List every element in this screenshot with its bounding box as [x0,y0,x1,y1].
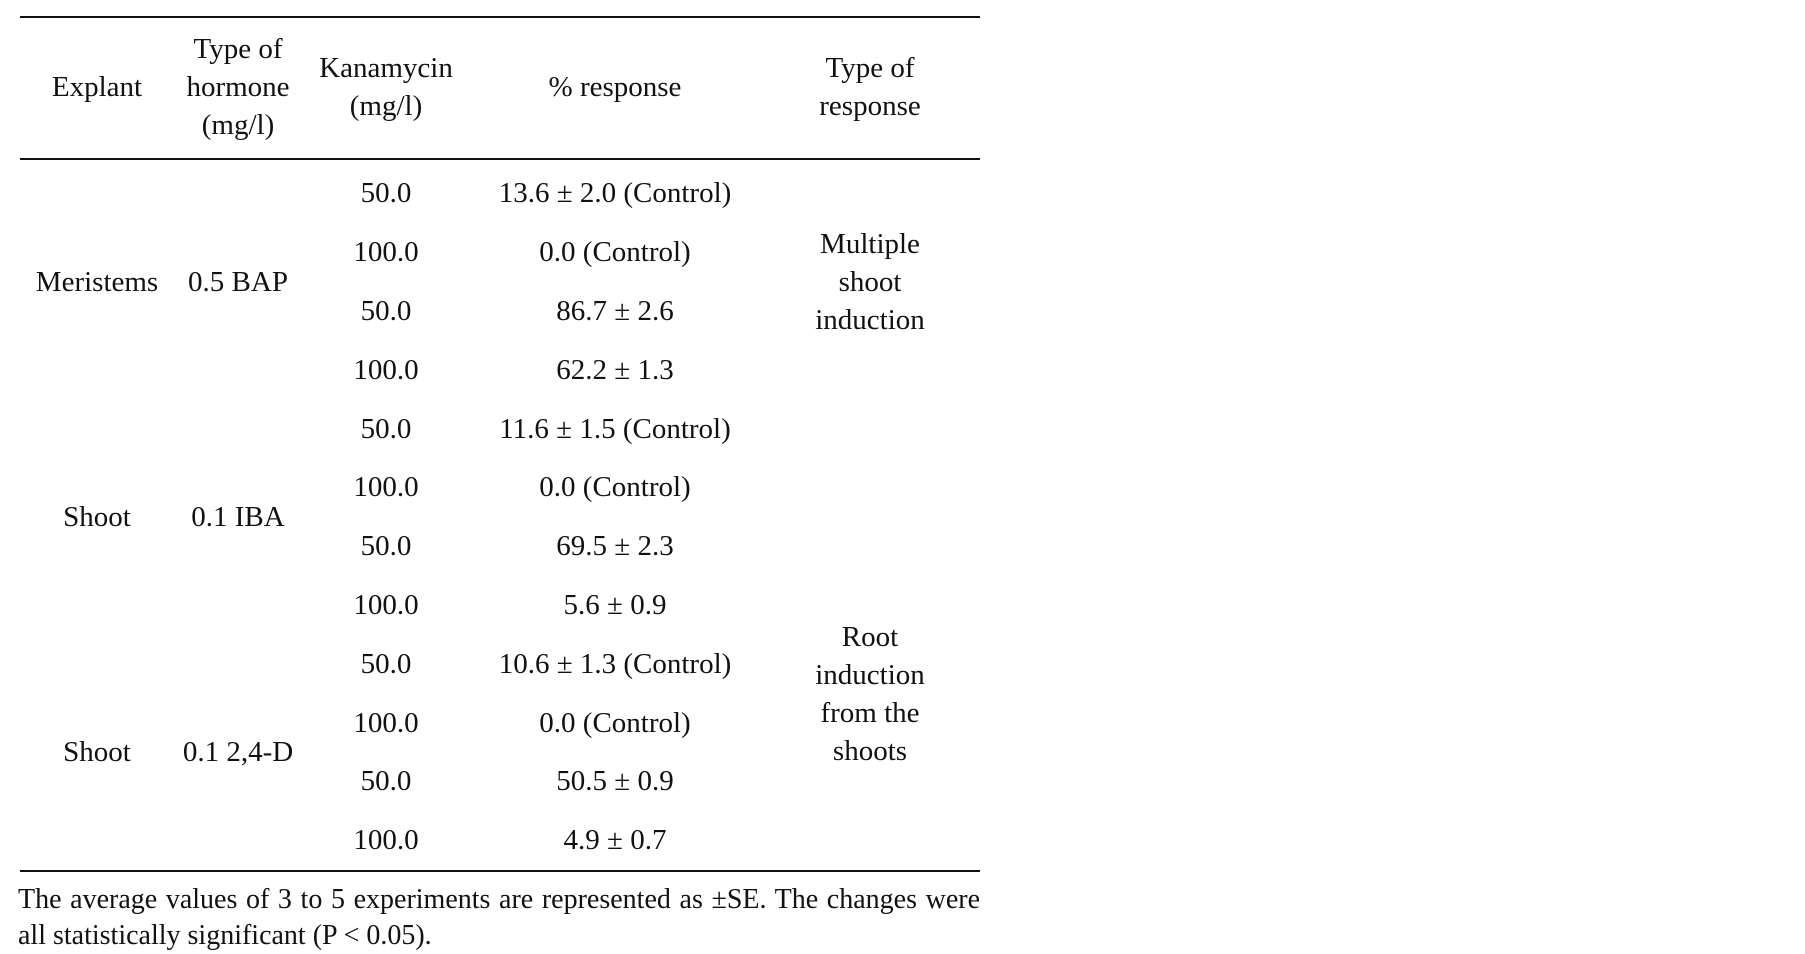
kanamycin-cell: 50.0 [360,412,412,445]
column-header-line: Explant [51,71,143,103]
results-table [20,16,980,872]
kanamycin-cell: 100.0 [353,236,419,269]
column-header-hormone [174,17,302,159]
column-header-line: (mg/l) [201,109,275,141]
response-percent-cell: 50.5 ± 0.9 [556,765,674,798]
column-header-line: hormone [186,71,290,103]
kanamycin-cell: 50.0 [360,647,412,680]
table-row [20,159,980,223]
column-header-response-type [760,17,980,159]
response-type-cell [760,399,980,870]
explant-cell: Meristems [35,265,159,298]
table-footnote: The average values of 3 to 5 experiments are represented as ±SE. The changes were all statistically significant (P < 0.05). [18,884,980,951]
response-percent-cell: 10.6 ± 1.3 (Control) [498,647,732,680]
kanamycin-cell: 50.0 [360,530,412,563]
header-row [20,17,980,159]
response-type-line: shoots [832,735,908,768]
explant-cell: Shoot [63,500,131,533]
hormone-cell: 0.5 BAP [188,265,288,298]
response-percent-cell: 0.0 (Control) [539,706,691,739]
explant-cell: Shoot [63,735,131,768]
column-header-line: (mg/l) [349,90,423,122]
kanamycin-cell: 100.0 [353,353,419,386]
response-percent-cell: 0.0 (Control) [539,471,691,504]
kanamycin-cell: 50.0 [360,177,412,210]
response-percent-cell: 5.6 ± 0.9 [563,588,667,621]
table-header [20,17,980,159]
response-percent-cell: 0.0 (Control) [539,236,691,269]
kanamycin-cell: 100.0 [353,706,419,739]
response-type-line: from the [820,697,920,730]
kanamycin-cell: 100.0 [353,471,419,504]
response-type-line: Multiple [820,227,920,260]
response-percent-cell: 13.6 ± 2.0 (Control) [498,177,732,210]
column-header-line: Type of [193,33,283,65]
column-header-line: Type of [825,52,915,84]
response-percent-cell: 4.9 ± 0.7 [563,824,667,857]
column-header-line: response [819,90,921,122]
hormone-cell: 0.1 IBA [191,500,285,533]
kanamycin-cell: 50.0 [360,765,412,798]
hormone-cell: 0.1 2,4-D [182,735,294,768]
response-type-line: induction [815,659,925,692]
kanamycin-cell: 50.0 [360,294,412,327]
response-type-cell [760,159,980,399]
column-header-kanamycin [302,17,470,159]
response-percent-cell: 62.2 ± 1.3 [556,353,674,386]
kanamycin-cell: 100.0 [353,588,419,621]
column-header-response-pct [470,17,760,159]
kanamycin-cell: 100.0 [353,824,419,857]
column-header-explant [20,17,174,159]
response-percent-cell: 86.7 ± 2.6 [556,294,674,327]
table-body [20,159,980,871]
column-header-line: Kanamycin [319,52,453,84]
response-percent-cell: 69.5 ± 2.3 [556,530,674,563]
response-type-line: induction [815,303,925,336]
results-table-container [20,16,980,872]
response-percent-cell: 11.6 ± 1.5 (Control) [499,412,731,445]
response-type-line: shoot [838,265,902,298]
response-type-line: Root [841,621,899,654]
column-header-line: % response [548,71,682,103]
table-row [20,399,980,458]
